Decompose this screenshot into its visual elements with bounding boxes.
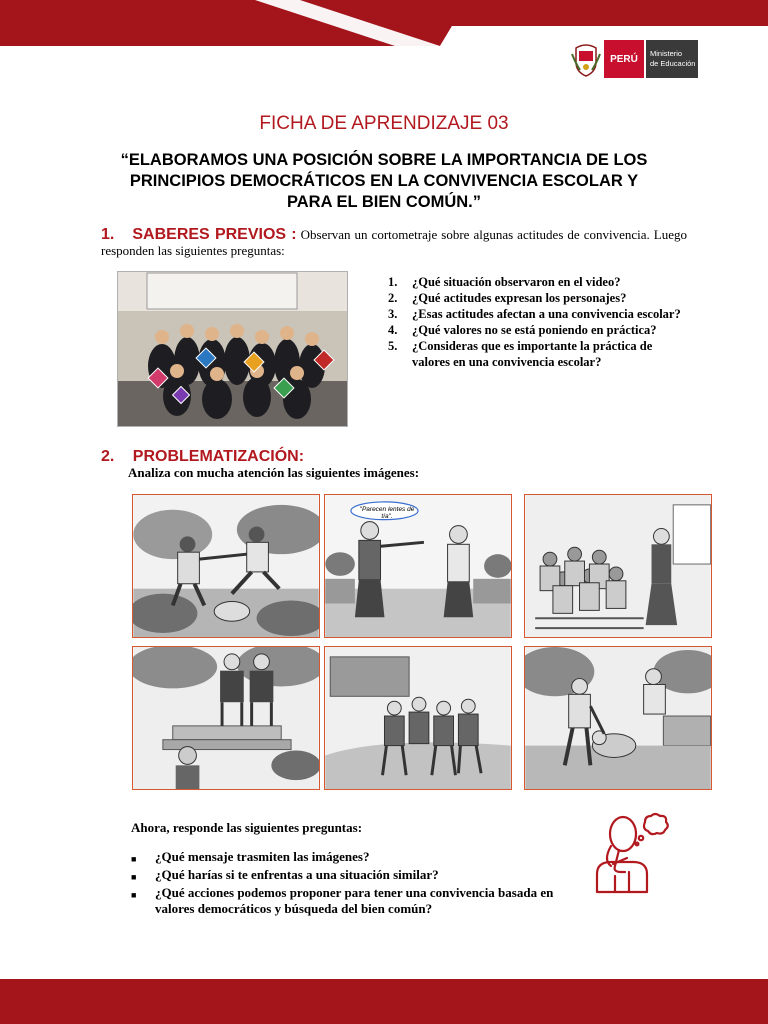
- list-item: 2. ¿Qué actitudes expresan los personajes?: [388, 291, 627, 305]
- classroom-illustration: [525, 495, 711, 637]
- section-number: 1.: [101, 226, 115, 243]
- list-item: ■ ¿Qué harías si te enfrentas a una situación similar?: [131, 867, 581, 885]
- illustration-panel-stage: [132, 646, 320, 790]
- section-saberes-previos-heading: [101, 227, 687, 259]
- stage-illustration: [133, 647, 319, 789]
- illustration-panel-group: [324, 646, 512, 790]
- bullet-icon: ■: [131, 854, 137, 864]
- bullet-icon: ■: [131, 872, 137, 882]
- illustration-panel-fight: [132, 494, 320, 638]
- fight-illustration: [133, 495, 319, 637]
- list-item: 1. ¿Qué situación observaron en el video?: [388, 275, 621, 289]
- list-item: ■ ¿Qué acciones podemos proponer para tener una convivencia basada en valores democráticos y búsqueda del bien común?: [131, 885, 554, 916]
- section-problematizacion-heading: [101, 448, 304, 466]
- list-item: ■ ¿Qué mensaje trasmiten las imágenes?: [131, 849, 581, 867]
- logo-ministry: Ministerio de Educación: [646, 40, 698, 78]
- thinking-person-icon: [593, 812, 671, 894]
- list-item: 5. ¿Consideras que es importante la práctica de valores en una convivencia escolar?: [388, 339, 653, 369]
- page-title: FICHA DE APRENDIZAJE 03: [259, 113, 509, 134]
- illustration-panel-classroom: [524, 494, 712, 638]
- speech-bubble-text: "Parecen lentes de tía".: [359, 506, 415, 520]
- section-title: PROBLEMATIZACIÓN:: [132, 448, 305, 465]
- group-illustration: [325, 647, 511, 789]
- problematizacion-questions: [131, 849, 581, 917]
- list-item: 4. ¿Qué valores no se está poniendo en práctica?: [388, 323, 657, 337]
- ministerio-logo: [570, 40, 698, 78]
- section-intro: Observan un cortometraje sobre algunas actitudes de convivencia. Luego responden las siguientes preguntas:: [101, 227, 688, 258]
- page-subtitle: “ELABORAMOS UNA POSICIÓN SOBRE LA IMPORTANCIA DE LOS PRINCIPIOS DEMOCRÁTICOS EN LA CONVIVENCIA ESCOLAR Y PARA EL BIEN COMÚN.”: [120, 151, 648, 211]
- coat-of-arms-icon: [570, 40, 602, 78]
- questions-prompt: Ahora, responde las siguientes preguntas:: [131, 820, 363, 835]
- logo-country: PERÚ: [604, 40, 644, 78]
- section-number: 2.: [101, 448, 115, 465]
- list-item: 3. ¿Esas actitudes afectan a una convivencia escolar?: [388, 307, 681, 321]
- saberes-previos-questions: [388, 274, 688, 370]
- bullet-icon: ■: [131, 890, 137, 900]
- helping-illustration: [525, 647, 711, 789]
- section-title: SABERES PREVIOS :: [132, 226, 297, 243]
- students-photo: [117, 271, 348, 427]
- section-intro: Analiza con mucha atención las siguientes imágenes:: [128, 465, 420, 480]
- illustration-panel-helping: [524, 646, 712, 790]
- footer-band: [0, 979, 768, 1024]
- illustration-panel-teasing: [324, 494, 512, 638]
